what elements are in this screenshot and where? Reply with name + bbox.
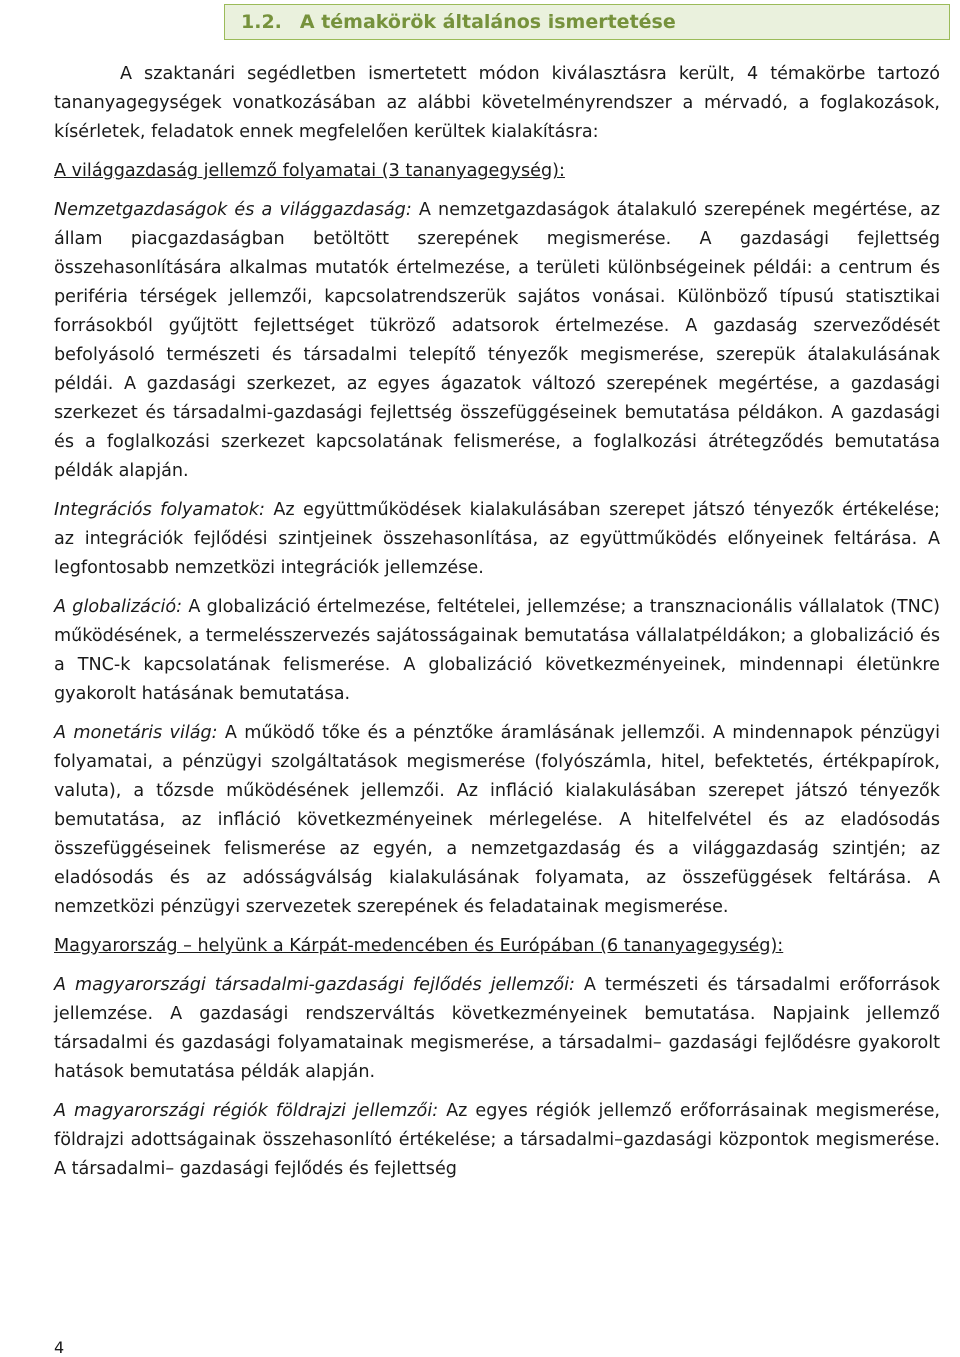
paragraph-text: Az egyes régiók jellemző erőforrásainak megismerése, földrajzi adottságainak összehasonlító értékelése; a társadalmi–gazdasági központok megismerése. A társadalmi– gazdasági fejlődés és fejlettség	[54, 1101, 941, 1179]
page-number: 4	[54, 1338, 65, 1357]
paragraph-monetaris	[54, 719, 940, 922]
paragraph-nemzetgazdasagok	[54, 196, 940, 486]
paragraph-text: A működő tőke és a pénztőke áramlásának jellemzői. A mindennapok pénzügyi folyamatai, a pénzügyi szolgáltatások megismerése (folyószámla, hitel, befektetés, értékpapírok, valuta), a tőzsde működésének jellemzői. Az infláció kialakulásában szerepet játszó tényezők bemutatása, az infláció következményeinek mérlegelése. A hitelfelvétel és az eladósodás összefüggéseinek felismerése az egyén, a nemzetgazdaság és a világgazdaság szintjén; az eladósodás és az adósságválság kialakulásának folyamata, az összefüggések feltárása. A nemzetközi pénzügyi szervezetek szerepének és feladatainak megismerése.	[54, 723, 940, 917]
section-title: A témakörök általános ismertetése	[299, 11, 676, 33]
section2-title-text: Magyarország – helyünk a Kárpát-medencében és Európában (6 tananyagegység):	[54, 936, 784, 956]
paragraph-regiok	[54, 1097, 940, 1184]
paragraph-globalizacio	[54, 593, 940, 709]
paragraph-text: Az együttműködések kialakulásában szerepet játszó tényezők értékelése; az integrációk fejlődési szintjeinek összehasonlítása, az együttműködés előnyeinek feltárása. A legfontosabb nemzetközi integrációk jellemzése.	[54, 500, 940, 578]
paragraph-integracios	[54, 496, 940, 583]
paragraph-label: Integrációs folyamatok:	[54, 500, 265, 520]
section1-title-text: A világgazdaság jellemző folyamatai (3 tananyagegység):	[54, 161, 565, 181]
paragraph-tarsadalmi-gazdasagi	[54, 971, 940, 1087]
intro-paragraph: A szaktanári segédletben ismertetett módon kiválasztásra került, 4 témakörbe tartozó tananyagegységek vonatkozásában az alábbi követelményrendszer a mérvadó, a foglakozások, kísérletek, feladatok ennek megfelelően kerültek kialakításra:	[54, 64, 940, 142]
paragraph-label: A monetáris világ:	[54, 723, 218, 743]
paragraph-label: A magyarországi régiók földrajzi jellemzői:	[54, 1101, 439, 1121]
section-heading	[224, 4, 950, 40]
paragraph-label: A globalizáció:	[54, 597, 183, 617]
section1-title	[54, 157, 940, 186]
section2-title	[54, 932, 940, 961]
paragraph-text: A természeti és társadalmi erőforrások jellemzése. A gazdasági rendszerváltás következményeinek bemutatása. Napjaink jellemző társadalmi és gazdasági folyamatainak megismerése, a társadalmi– gazdasági fejlődésre gyakorolt hatások bemutatása példák alapján.	[54, 975, 940, 1082]
paragraph-label: A magyarországi társadalmi-gazdasági fejlődés jellemzői:	[54, 975, 575, 995]
paragraph-label: Nemzetgazdaságok és a világgazdaság:	[54, 200, 412, 220]
paragraph-text: A nemzetgazdaságok átalakuló szerepének megértése, az állam piacgazdaságban betöltött szerepének megismerése. A gazdasági fejlettség összehasonlítására alkalmas mutatók értelmezése, a területi különbségeinek példái: a centrum és periféria térségek jellemzői, kapcsolatrendszerük sajátos vonásai. Különböző típusú statisztikai forrásokból gyűjtött fejlettséget tükröző adatsorok értelmezése. A gazdaság szerveződését befolyásoló természeti és társadalmi telepítő tényezők megismerése, szerepük átalakulásának példái. A gazdasági szerkezet, az egyes ágazatok változó szerepének megértése, a gazdasági szerkezet és társadalmi-gazdasági fejlettség összefüggéseinek bemutatása példákon. A gazdasági és a foglalkozási szerkezet kapcsolatának felismerése, a foglalkozási átrétegződés bemutatása példák alapján.	[54, 200, 940, 481]
section-number: 1.2.	[241, 11, 282, 33]
document-body	[54, 60, 940, 1194]
paragraph-text: A globalizáció értelmezése, feltételei, jellemzése; a transznacionális vállalatok (TNC) működésének, a termelésszervezés sajátosságainak bemutatása vállalatpéldákon; a globalizáció és a TNC-k kapcsolatának felismerése. A globalizáció következményeinek, mindennapi életünkre gyakorolt hatásának bemutatása.	[54, 597, 940, 704]
